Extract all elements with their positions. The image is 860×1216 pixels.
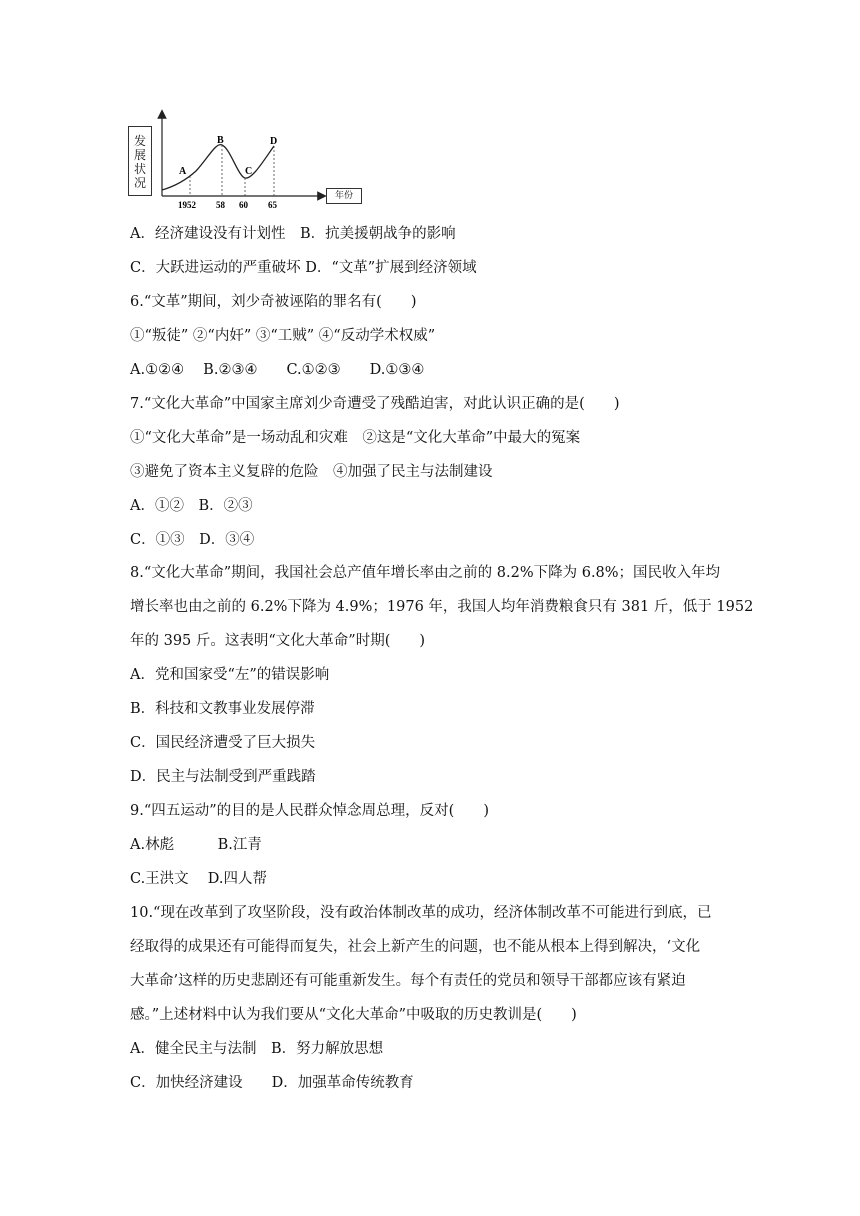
point-label-d: D: [270, 136, 278, 147]
q10-options-ab: A．健全民主与法制 B．努力解放思想: [130, 1041, 384, 1057]
q5-options-cd: C．大跃进运动的严重破坏 D．“文革”扩展到经济领域: [130, 260, 477, 276]
q8-option-b: B．科技和文教事业发展停滞: [130, 701, 315, 717]
y-label-char: 状: [133, 162, 146, 176]
q6-stem: 6.“文革”期间，刘少奇被诬陷的罪名有( ): [130, 294, 417, 310]
q9-options-ab: A.林彪 B.江青: [130, 837, 262, 853]
q8-option-a: A．党和国家受“左”的错误影响: [130, 667, 330, 683]
q9-stem: 9.“四五运动”的目的是人民群众悼念周总理，反对( ): [130, 803, 489, 819]
q8-option-c: C．国民经济遭受了巨大损失: [130, 735, 316, 751]
q7-options-cd: C．①③ D．③④: [130, 532, 255, 548]
q9-options-cd: C.王洪文 D.四人帮: [130, 871, 268, 887]
q7-stem: 7.“文化大革命”中国家主席刘少奇遭受了残酷迫害，对此认识正确的是( ): [130, 396, 620, 412]
q6-items: ①“叛徒” ②“内奸” ③“工贼” ④“反动学术权威”: [130, 328, 436, 344]
q10-stem-line-4: 感。”上述材料中认为我们要从“文化大革命”中吸取的历史教训是( ): [130, 1007, 577, 1023]
point-label-c: C: [245, 166, 253, 177]
year-label-58: 58: [216, 200, 225, 210]
q8-stem-line-2: 增长率也由之前的 6.2%下降为 4.9%；1976 年，我国人均年消费粮食只有 381 斤，低于 1952: [130, 599, 754, 615]
q7-items-1: ①“文化大革命”是一场动乱和灾难 ②这是“文化大革命”中最大的冤案: [130, 430, 581, 446]
q8-stem-line-1: 8.“文化大革命”期间，我国社会总产值年增长率由之前的 8.2%下降为 6.8%；国民收入年均: [130, 565, 721, 581]
point-label-b: B: [217, 135, 224, 146]
q7-items-2: ③避免了资本主义复辟的危险 ④加强了民主与法制建设: [130, 464, 493, 480]
point-label-a: A: [179, 166, 187, 177]
q7-options-ab: A．①② B．②③: [130, 498, 253, 514]
y-label-char: 展: [133, 148, 146, 162]
y-label-char: 发: [133, 134, 146, 148]
y-label-char: 况: [133, 176, 146, 190]
q5-options-ab: A．经济建设没有计划性 B．抗美援朝战争的影响: [130, 226, 456, 242]
year-label-1952: 1952: [178, 200, 196, 210]
q6-options: A.①②④ B.②③④ C.①②③ D.①③④: [130, 362, 425, 378]
q10-stem-line-3: 大革命’这样的历史悲剧还有可能重新发生。每个有责任的党员和领导干部都应该有紧迫: [130, 973, 686, 989]
x-axis-label: 年份: [326, 188, 362, 204]
q10-stem-line-1: 10.“现在改革到了攻坚阶段，没有政治体制改革的成功，经济体制改革不可能进行到底，已: [130, 905, 712, 921]
q10-options-cd: C．加快经济建设 D．加强革命传统教育: [130, 1075, 414, 1091]
year-label-65: 65: [268, 200, 277, 210]
q10-stem-line-2: 经取得的成果还有可能得而复失，社会上新产生的问题，也不能从根本上得到解决，‘文化: [130, 939, 701, 955]
q8-stem-line-3: 年的 395 斤。这表明“文化大革命”时期( ): [130, 633, 426, 649]
year-label-60: 60: [239, 200, 248, 210]
q8-option-d: D．民主与法制受到严重践踏: [130, 769, 316, 785]
development-curve-figure: [128, 108, 368, 213]
